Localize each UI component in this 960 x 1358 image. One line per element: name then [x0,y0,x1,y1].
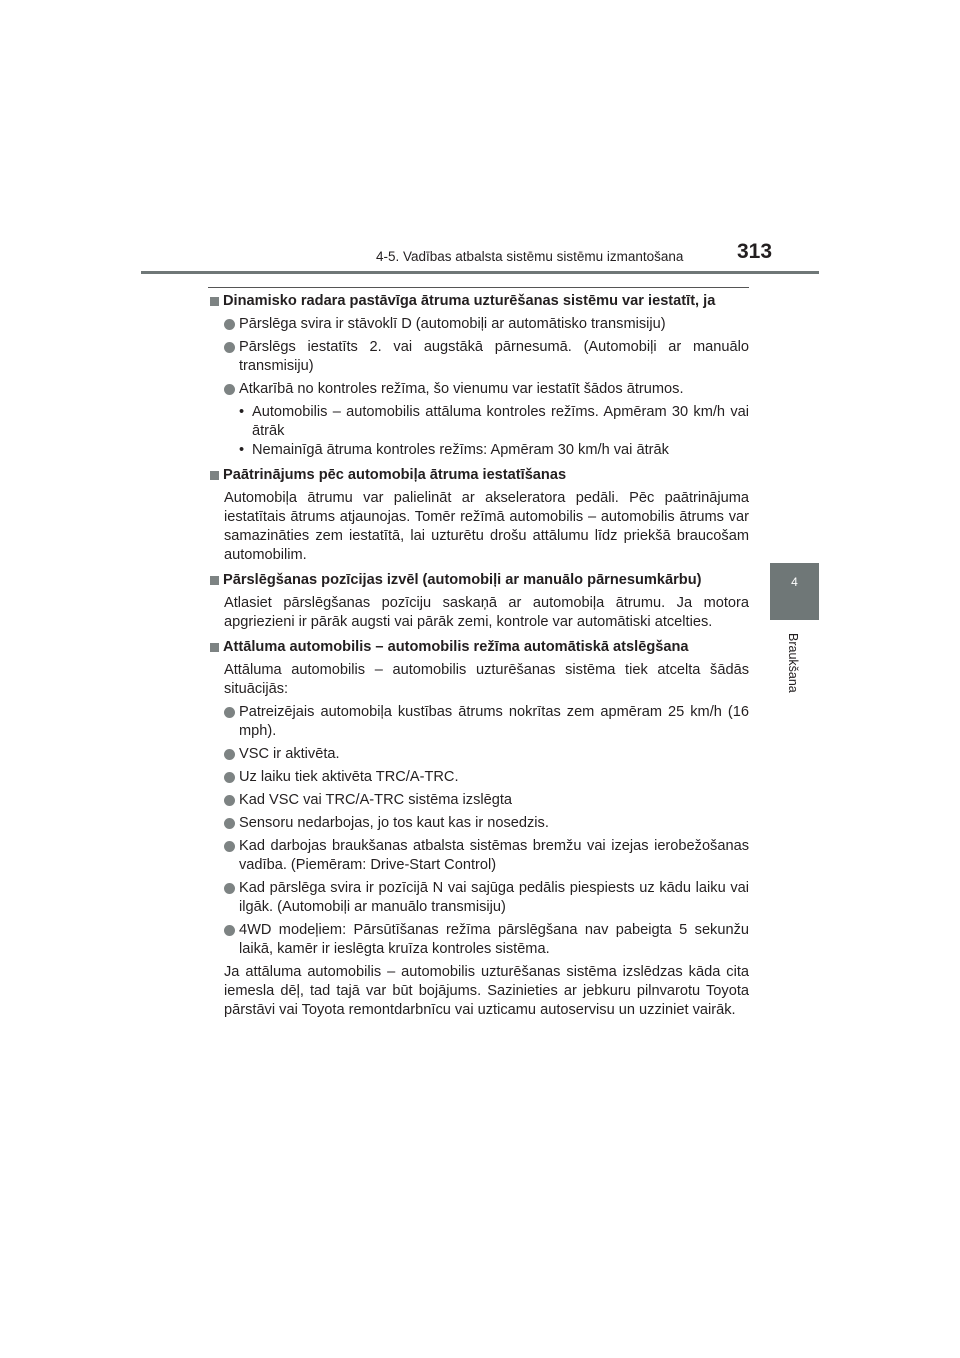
bullet-item: Atkarībā no kontroles režīma, šo vienumu var iestatīt šādos ātrumos. [208,380,749,399]
bullet-icon [224,772,235,783]
chapter-number: 4 [791,575,798,589]
sub-item: • Automobilis – automobilis attāluma kontroles režīms. Apmēram 30 km/h vai ātrāk [239,404,749,439]
section-heading: Pārslēgšanas pozīcijas izvēl (automobiļi ar manuālo pārnesumkārbu) [208,571,749,590]
bullet-item: Pārslēgs iestatīts 2. vai augstākā pārnesumā. (Automobiļi ar manuālo transmisiju) [208,338,749,376]
bullet-icon [224,707,235,718]
bullet-item: Uz laiku tiek aktivēta TRC/A-TRC. [208,768,749,787]
bullet-icon [224,749,235,760]
bullet-item: Sensoru nedarbojas, jo tos kaut kas ir nosedzis. [208,814,749,833]
page-number: 313 [737,240,773,263]
sub-item: • Nemainīgā ātruma kontroles režīms: Apmēram 30 km/h vai ātrāk [239,442,669,458]
bullet-item: Kad VSC vai TRC/A-TRC sistēma izslēgta [208,791,749,810]
bullet-icon [224,795,235,806]
section-paragraph: Automobiļa ātrumu var palielināt ar akseleratora pedāli. Pēc paātrinājuma iestatītais ātrums atjaunojas. Tomēr režīmā automobilis – automobilis ātrums var samazināties zem iestatītā, lai uzturētu drošu attālumu līdz priekšā braucošam automobilim. [224,490,749,563]
main-content [208,292,749,1024]
chapter-tab [770,563,819,620]
bullet-item: VSC ir aktivēta. [208,745,749,764]
chapter-label: Braukšana [786,633,800,693]
section-heading: Attāluma automobilis – automobilis režīma automātiskā atslēgšana [208,638,749,657]
bullet-item: Kad darbojas braukšanas atbalsta sistēmas bremžu vai izejas ierobežošanas vadība. (Piemēram: Drive-Start Control) [208,837,749,875]
bullet-icon [224,384,235,395]
section-title: 4-5. Vadības atbalsta sistēmu sistēmu izmantošana [376,249,684,264]
bullet-item: Pārslēga svira ir stāvoklī D (automobiļi ar automātisko transmisiju) [208,315,749,334]
bullet-icon [224,925,235,936]
bullet-icon [224,342,235,353]
bullet-icon [224,883,235,894]
bullet-icon [224,841,235,852]
bullet-item: 4WD modeļiem: Pārsūtīšanas režīma pārslēgšana nav pabeigta 5 sekunžu laikā, kamēr ir ieslēgta kruīza kontroles sistēma. [208,921,749,959]
closing-paragraph: Ja attāluma automobilis – automobilis uzturēšanas sistēma izslēdzas kāda cita iemesla dēļ, tad tajā var būt bojājums. Sazinieties ar jebkuru pilnvarotu Toyota pārstāvi vai Toyota remontdarbnīcu vai uzticamu autoservisu un uzziniet vairāk. [224,964,749,1018]
header-divider [141,271,819,274]
bullet-item: Kad pārslēga svira ir pozīcijā N vai sajūga pedālis piespiests uz kādu laiku vai ilgāk. (Automobiļi ar manuālo transmisiju) [208,879,749,917]
section-paragraph: Attāluma automobilis – automobilis uzturēšanas sistēma tiek atcelta šādās situācijās: [224,662,749,697]
bullet-icon [224,319,235,330]
section-paragraph: Atlasiet pārslēgšanas pozīciju saskaņā ar automobiļa ātrumu. Ja motora apgriezieni ir pārāk augsti vai pārāk zemi, kontrole var automātiski atcelties. [224,595,749,630]
section-heading: Dinamisko radara pastāvīga ātruma uzturēšanas sistēmu var iestatīt, ja [208,292,749,311]
bullet-icon [224,818,235,829]
section-heading: Paātrinājums pēc automobiļa ātruma iestatīšanas [208,466,749,485]
content-divider [208,287,749,288]
bullet-item: Patreizējais automobiļa kustības ātrums nokrītas zem apmēram 25 km/h (16 mph). [208,703,749,741]
